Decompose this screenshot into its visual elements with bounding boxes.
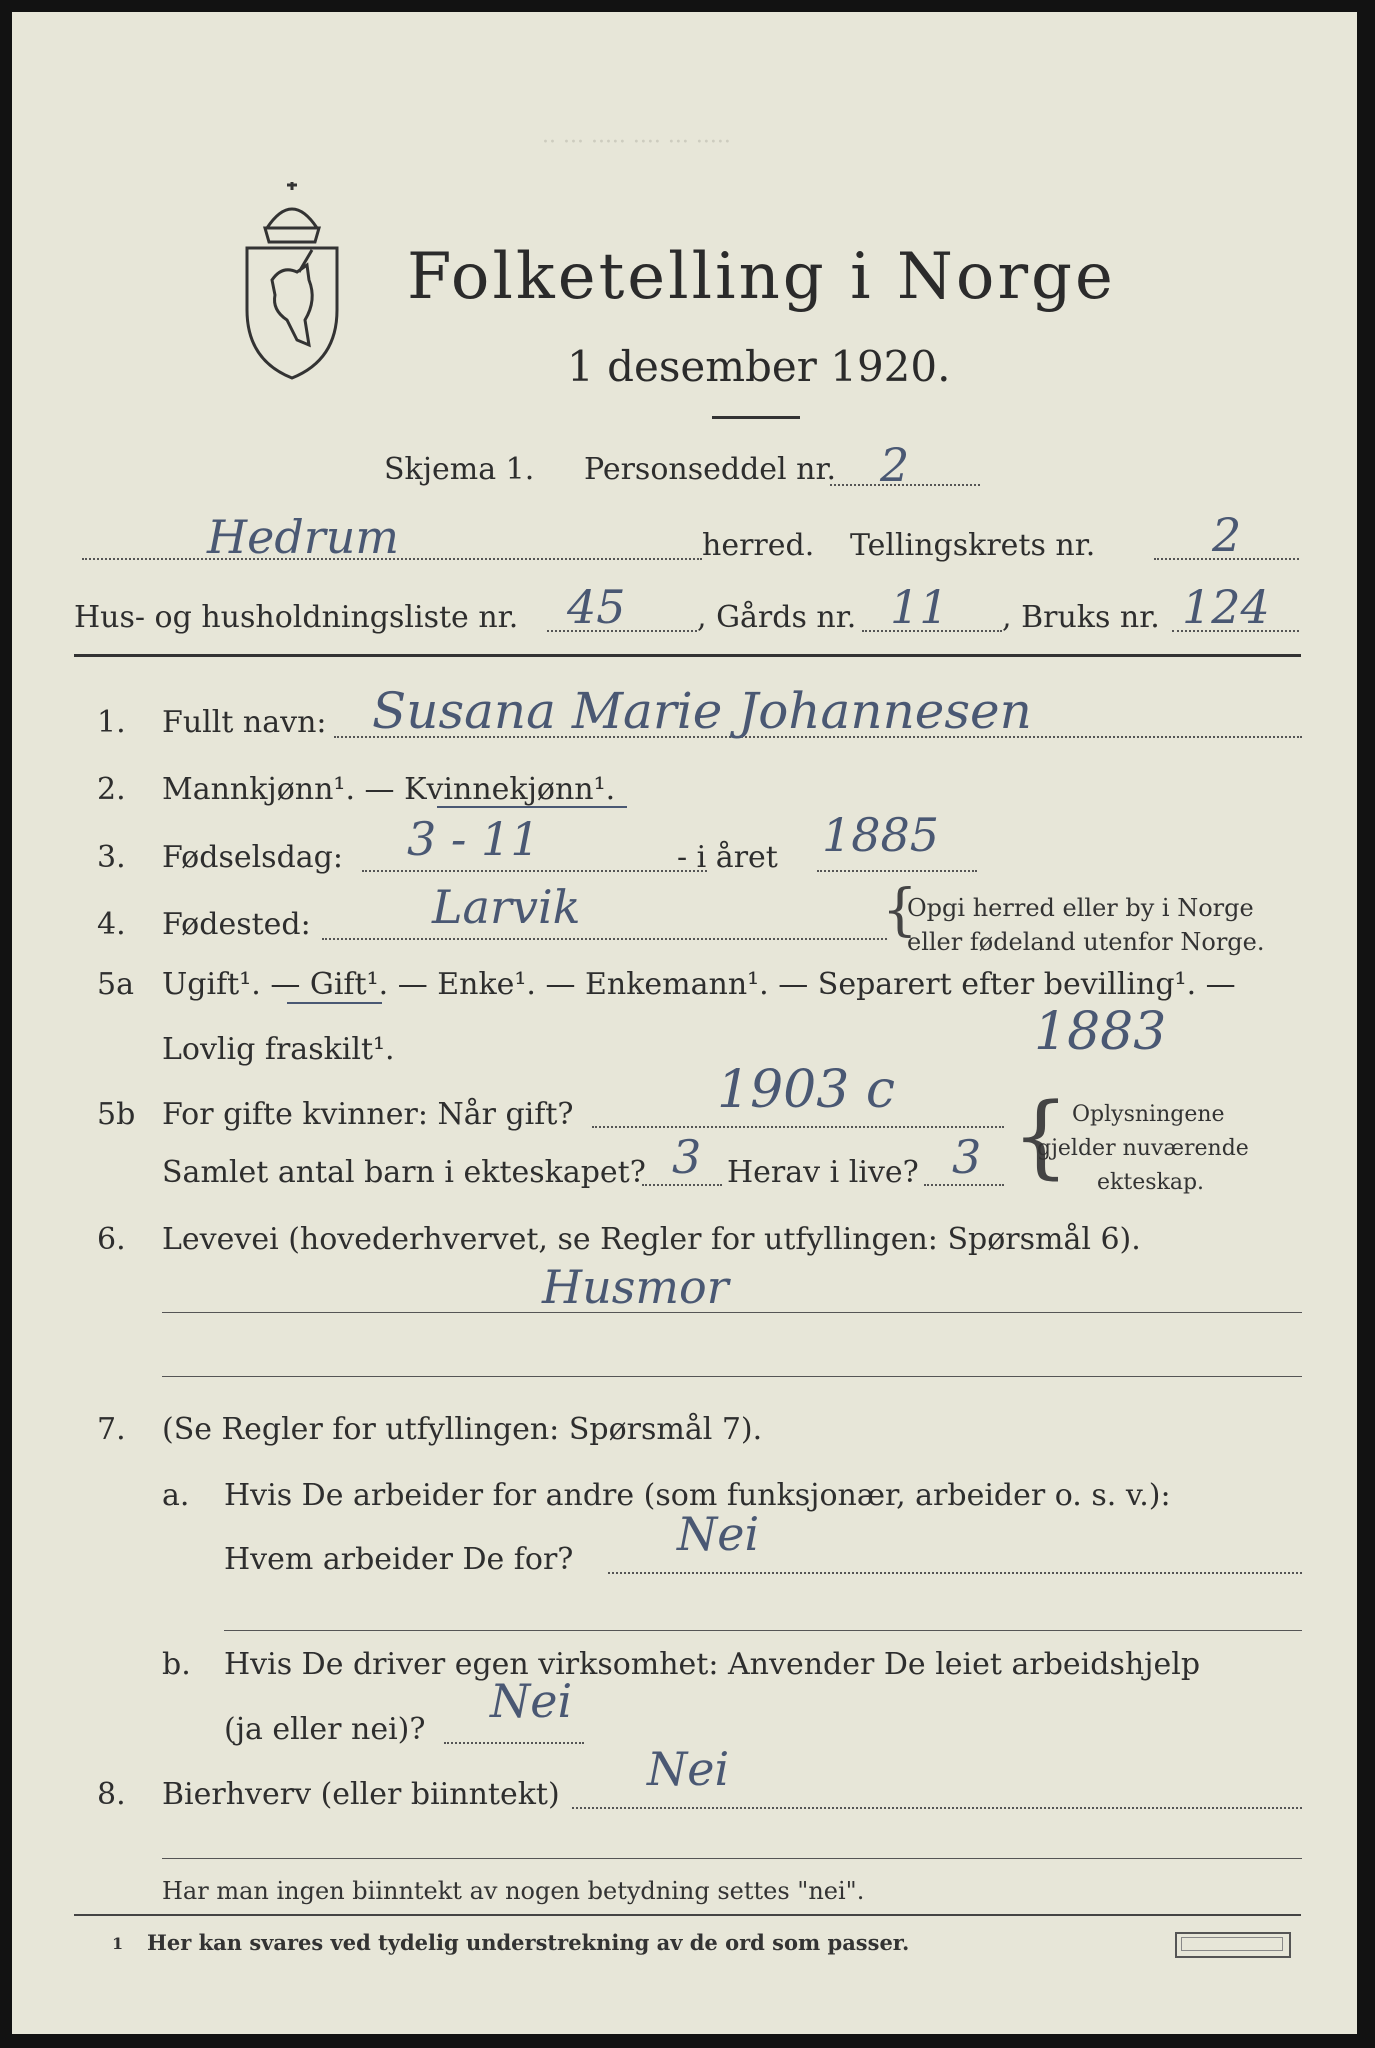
birthplace-brace: { xyxy=(882,878,918,943)
marital-underline xyxy=(287,1002,382,1004)
form-title: Folketelling i Norge xyxy=(407,240,1116,314)
bruks-label: , Bruks nr. xyxy=(1002,600,1160,635)
birthplace-value: Larvik xyxy=(432,880,581,934)
employer-question: Hvis De arbeider for andre (som funksjonær, arbeider o. s. v.): xyxy=(224,1478,1171,1513)
occupation-label: Levevei (hovederhvervet, se Regler for utfyllingen: Spørsmål 6). xyxy=(162,1222,1141,1257)
hus-value: 45 xyxy=(567,580,626,634)
hus-label: Hus- og husholdningsliste nr. xyxy=(74,600,519,635)
employer-value: Nei xyxy=(677,1507,760,1561)
printer-stamp xyxy=(1175,1932,1291,1958)
side-income-value: Nei xyxy=(647,1742,730,1796)
marriage-brace: { xyxy=(1012,1084,1070,1189)
marital-status-divorced: Lovlig fraskilt¹. xyxy=(162,1032,395,1067)
title-divider xyxy=(712,416,800,419)
own-business-question: Hvis De driver egen virksomhet: Anvender De leiet arbeidshjelp xyxy=(224,1647,1201,1682)
gender-options: Mannkjønn¹. — Kvinnekjønn¹. xyxy=(162,772,616,807)
schema-label: Skjema 1. xyxy=(384,452,535,487)
hired-help-label: (ja eller nei)? xyxy=(224,1712,426,1747)
birthdate-value: 3 - 11 xyxy=(407,812,540,866)
marital-extra-year: 1883 xyxy=(1034,1002,1167,1062)
employer-label: Hvem arbeider De for? xyxy=(224,1542,574,1577)
side-income-note: Har man ingen biinntekt av nogen betydning settes "nei". xyxy=(162,1877,865,1905)
footnote: Her kan svares ved tydelig understrekning av de ord som passer. xyxy=(147,1930,910,1955)
children-total-value: 3 xyxy=(672,1130,702,1184)
married-when-label: For gifte kvinner: Når gift? xyxy=(162,1097,574,1132)
marriage-note-3: ekteskap. xyxy=(1097,1170,1205,1195)
children-alive-label: Herav i live? xyxy=(727,1155,919,1190)
full-name-value: Susana Marie Johannesen xyxy=(372,682,1032,740)
header-rule xyxy=(74,654,1301,657)
gards-value: 11 xyxy=(890,580,949,634)
herred-value: Hedrum xyxy=(207,510,400,564)
coat-of-arms-icon xyxy=(237,180,347,380)
birthplace-label: Fødested: xyxy=(162,907,311,942)
birthyear-label: - i året xyxy=(677,840,778,875)
children-alive-value: 3 xyxy=(952,1130,982,1184)
children-total-label: Samlet antal barn i ekteskapet? xyxy=(162,1155,646,1190)
gards-label: , Gårds nr. xyxy=(697,600,857,635)
gender-underline xyxy=(437,806,627,808)
work-section-label: (Se Regler for utfyllingen: Spørsmål 7). xyxy=(162,1412,763,1447)
personseddel-label: Personseddel nr. xyxy=(584,452,837,487)
birthyear-value: 1885 xyxy=(822,808,940,862)
hired-help-value: Nei xyxy=(490,1674,573,1728)
birthplace-note-2: eller fødeland utenfor Norge. xyxy=(907,928,1265,956)
marriage-note-1: Oplysningene xyxy=(1072,1102,1225,1127)
marital-status-options: Ugift¹. — Gift¹. — Enke¹. — Enkemann¹. — Separert efter bevilling¹. — xyxy=(162,967,1236,1002)
side-income-label: Bierhverv (eller biinntekt) xyxy=(162,1777,560,1812)
census-form: Folketelling i Norge 1 desember 1920. ·· ··· ····· ···· ··· ····· Skjema 1. Personseddel nr. 2 Hedrum herred. Tellingskrets nr. 2 Hus- og husholdningsliste nr. 45 , Gårds nr. 11 , Bruks nr. 124 1. Fullt navn: Susana Marie Johannesen 2. Mannkjønn¹. — Kvinnekjønn¹. 3. Fødselsdag: 3 - 11 - i året 1885 4. Fødested: Larvik { Opgi herred eller by i Norge eller fødeland utenfor Norge. 5a Ugift¹. — Gift¹. — Enke¹. — Enkemann¹. — Separert efter bevilling¹. — Lovlig fraskilt¹. 1883 5b For gifte kvinner: Når gift? 1903 c Samlet antal barn i ekteskapet? 3 Herav i live? 3 { Oplysningene gjelder nuværende ekteskap. 6. Levevei (hovederhvervet, se Regler for utfyllingen: Spørsmål 6). Husmor 7. (Se Regler for utfyllingen: Spørsmål 7). a. Hvis De arbeider for andre (som funksjonær, arbeider o. s. v.): Hvem arbeider De for? Nei b. Hvis De driver egen virksomhet: Anvender De leiet arbeidshjelp (ja eller nei)? Nei 8. Bierhverv (eller biinntekt) Nei Har man ingen biinntekt av nogen betydning settes "nei". 1 Her kan svares ved tydelig understrekning av de ord som passer. xyxy=(12,12,1357,2034)
full-name-label: Fullt navn: xyxy=(162,705,327,740)
tellingskrets-label: Tellingskrets nr. xyxy=(850,528,1096,563)
birthplace-note-1: Opgi herred eller by i Norge xyxy=(907,894,1254,922)
birthdate-label: Fødselsdag: xyxy=(162,840,343,875)
marriage-note-2: gjelder nuværende xyxy=(1037,1136,1249,1161)
census-date: 1 desember 1920. xyxy=(567,342,951,391)
bleed-through-text: ·· ··· ····· ···· ··· ····· xyxy=(542,130,731,155)
personseddel-value: 2 xyxy=(880,438,910,492)
married-when-value: 1903 c xyxy=(717,1060,895,1120)
occupation-value: Husmor xyxy=(542,1260,729,1314)
bruks-value: 124 xyxy=(1182,580,1270,634)
herred-label: herred. xyxy=(702,528,815,563)
tellingskrets-value: 2 xyxy=(1212,508,1242,562)
